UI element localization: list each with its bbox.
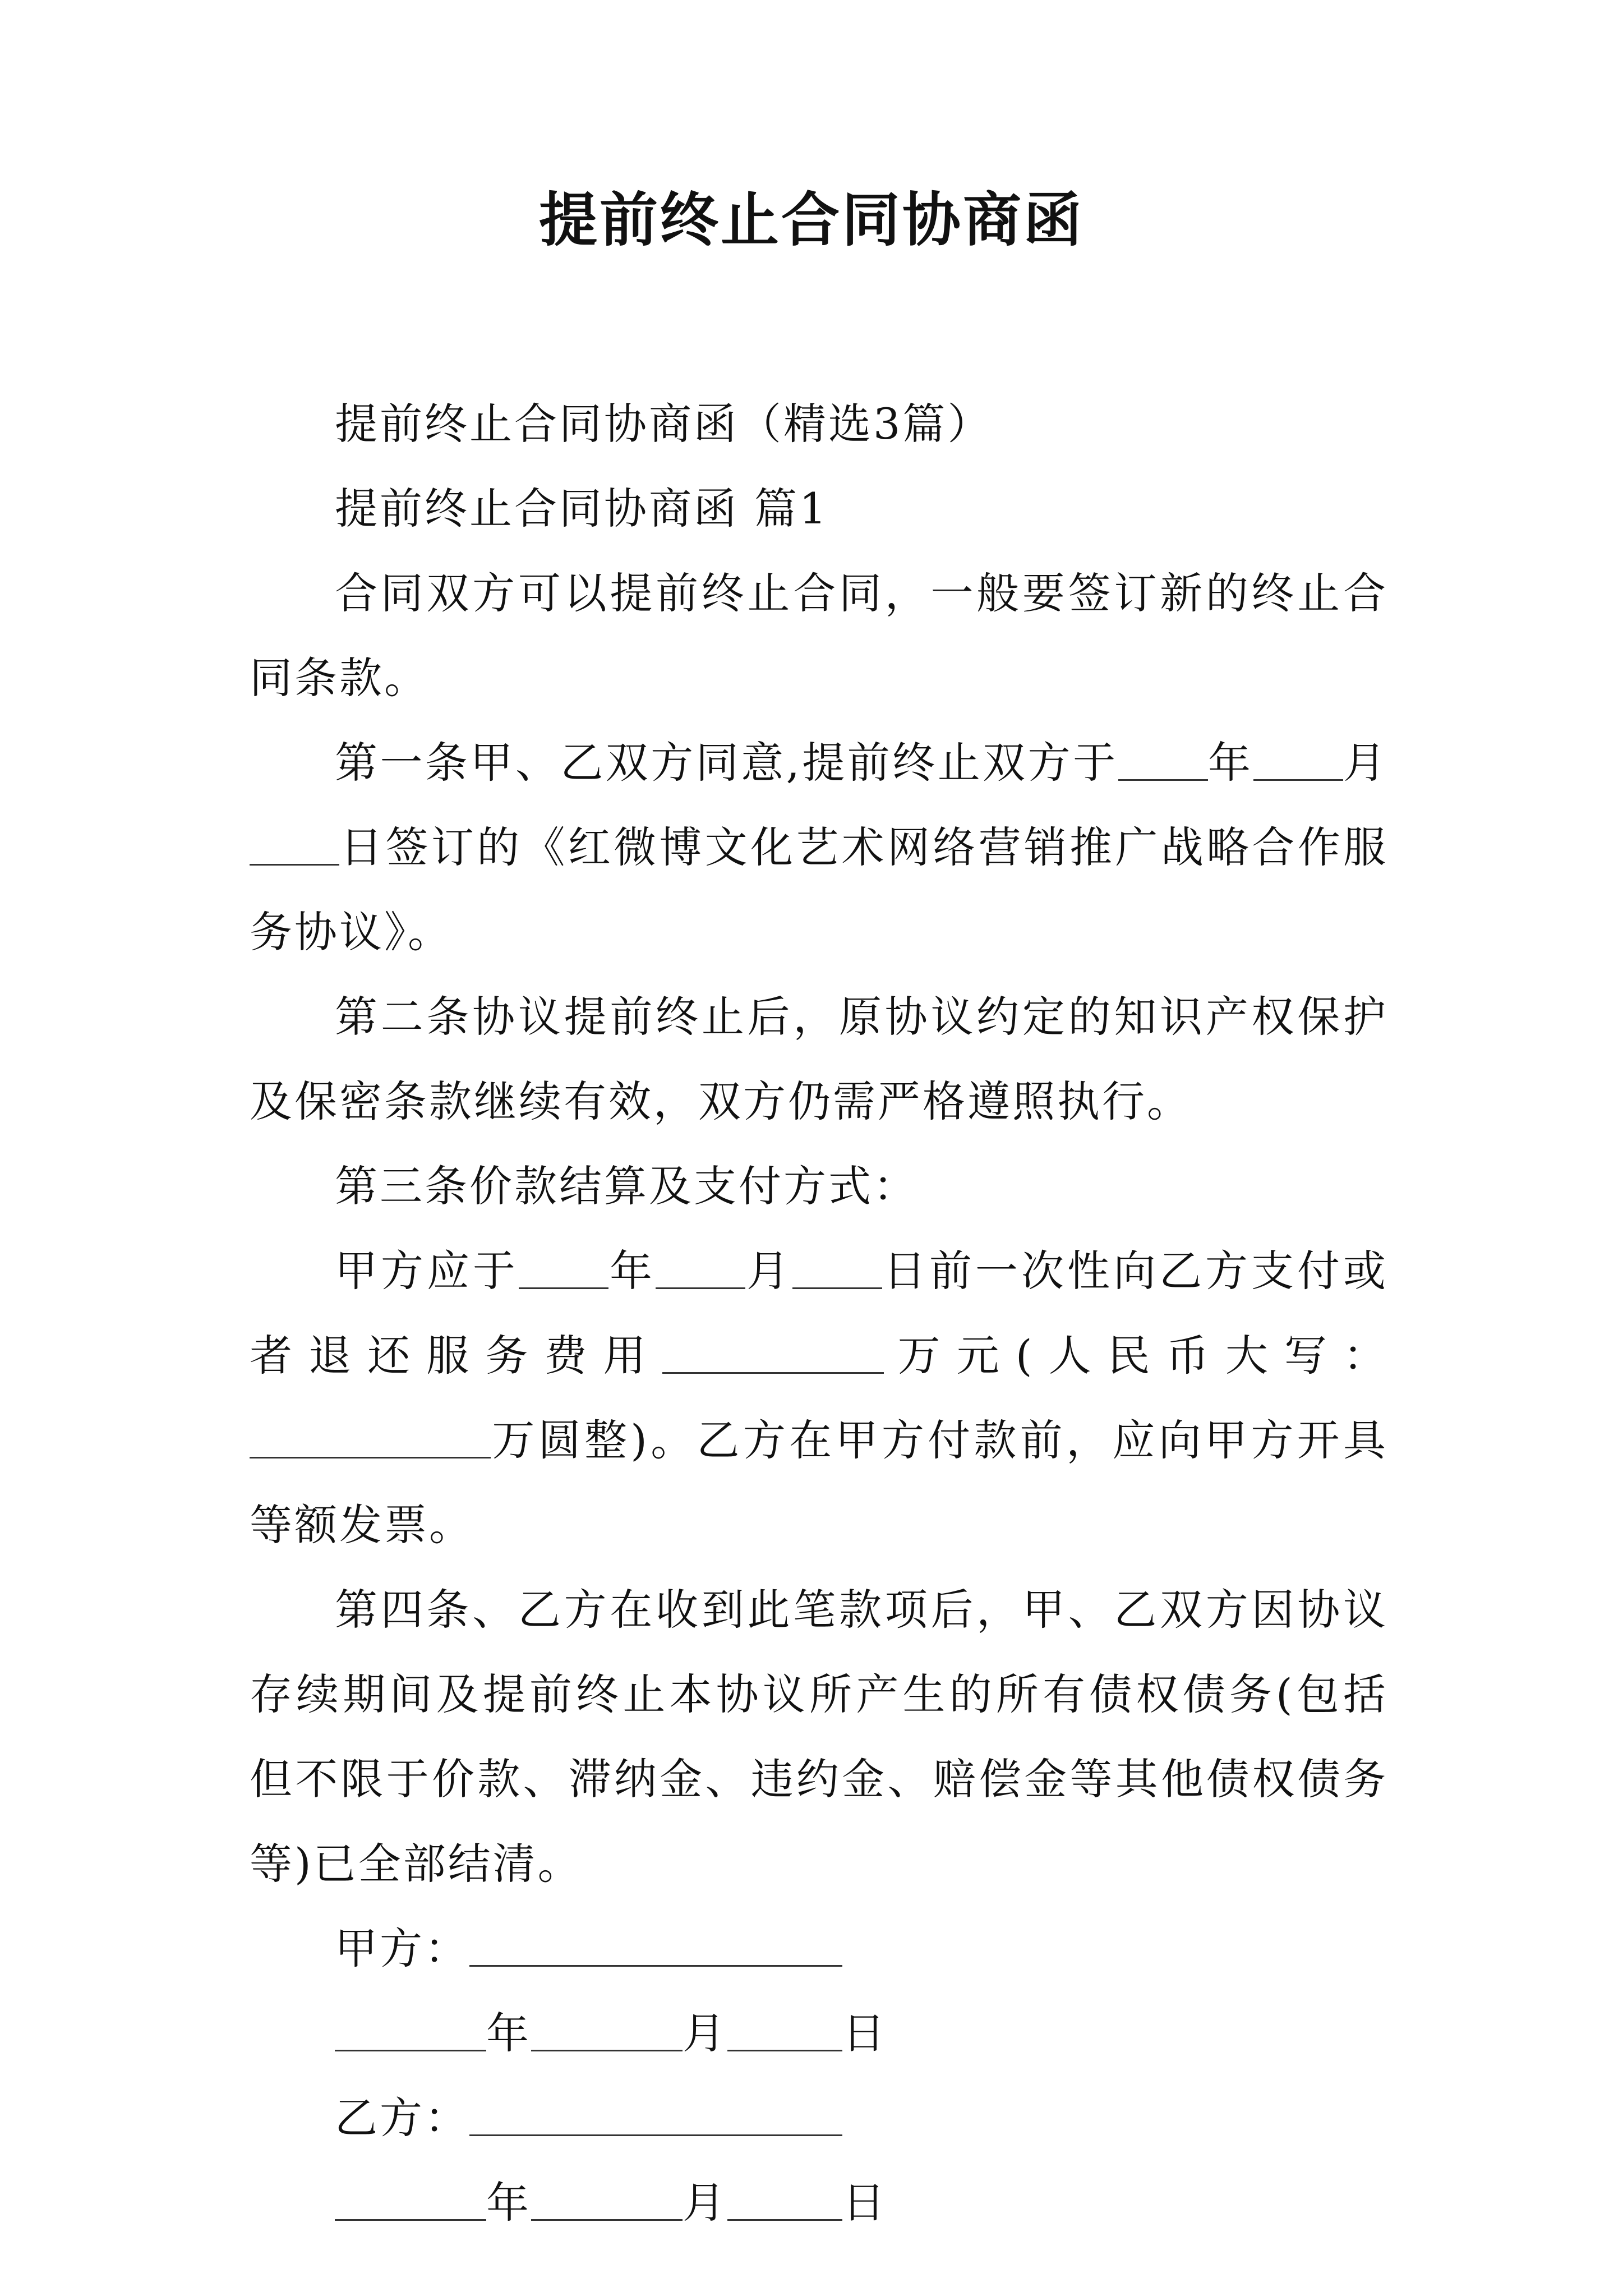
- day-label: 日: [842, 2178, 887, 2228]
- clause-3-heading: 第三条价款结算及支付方式：: [335, 1161, 918, 1211]
- party-b-label: 乙方：: [335, 2093, 469, 2143]
- year-blank: [335, 2183, 486, 2221]
- document-title: 提前终止合同协商函: [538, 185, 1084, 254]
- clause-4: 第四条、乙方在收到此笔款项后，甲、乙双方因协议存续期间及提前终止本协议所产生的所有债权债务(包括但不限于价款、滞纳金、违约金、赔偿金等其他债权债务等)已全部结清。: [250, 1585, 1388, 1889]
- month-label: 月: [683, 2178, 727, 2228]
- day-label: 日: [842, 2008, 887, 2058]
- party-b-signature: [250, 2076, 1388, 2160]
- clause-2: 第二条协议提前终止后，原协议约定的知识产权保护及保密条款继续有效，双方仍需严格遵照执行。: [250, 992, 1388, 1126]
- clause-3-text-f: 万圆整)。乙方在甲方付款前，应向甲方开具等额发票。: [250, 1415, 1388, 1550]
- year-blank: [1118, 743, 1208, 781]
- day-blank: [727, 2014, 842, 2051]
- day-blank: [250, 828, 339, 866]
- year-label: 年: [486, 2178, 531, 2228]
- party-a-label: 甲方：: [335, 1924, 469, 1973]
- month-blank: [531, 2014, 683, 2051]
- year-blank: [335, 2014, 486, 2051]
- clause-1-text-b: 年: [1207, 738, 1253, 788]
- month-blank: [1253, 743, 1343, 781]
- clause-1: [250, 720, 1388, 974]
- party-a-date: [250, 1991, 1388, 2076]
- clause-3-text-d: 日前一次性向乙方支付或者退还服务费用: [250, 1246, 1388, 1381]
- party-b-date: [250, 2160, 1388, 2245]
- subtitle: 提前终止合同协商函（精选3篇）: [335, 399, 993, 449]
- section-heading: 提前终止合同协商函 篇1: [335, 484, 829, 533]
- clause-3-text-e: 万元(人民币大写：: [883, 1331, 1388, 1381]
- clause-1-text-c: 月: [1343, 738, 1388, 788]
- clause-3-text-b: 年: [608, 1246, 656, 1296]
- month-blank: [656, 1251, 745, 1289]
- intro-paragraph: 合同双方可以提前终止合同，一般要签订新的终止合同条款。: [250, 568, 1388, 703]
- clause-3-text-c: 月: [745, 1246, 792, 1296]
- year-blank: [519, 1251, 608, 1289]
- year-label: 年: [486, 2008, 531, 2058]
- day-blank: [727, 2183, 842, 2221]
- clause-3-body: [250, 1228, 1388, 1567]
- day-blank: [792, 1251, 882, 1289]
- clause-1-text-d: 日签订的《红微博文化艺术网络营销推广战略合作服务协议》。: [250, 822, 1388, 957]
- amount-uppercase-blank: [250, 1421, 491, 1458]
- party-b-blank: [469, 2099, 842, 2136]
- month-label: 月: [683, 2008, 727, 2058]
- clause-1-text-a: 第一条甲、乙双方同意,提前终止双方于: [335, 738, 1118, 788]
- party-a-signature: [250, 1906, 1388, 1991]
- amount-blank: [662, 1336, 884, 1374]
- clause-3-text-a: 甲方应于: [335, 1246, 519, 1296]
- party-a-blank: [469, 1929, 842, 1967]
- month-blank: [531, 2183, 683, 2221]
- document-body: [250, 381, 1388, 2245]
